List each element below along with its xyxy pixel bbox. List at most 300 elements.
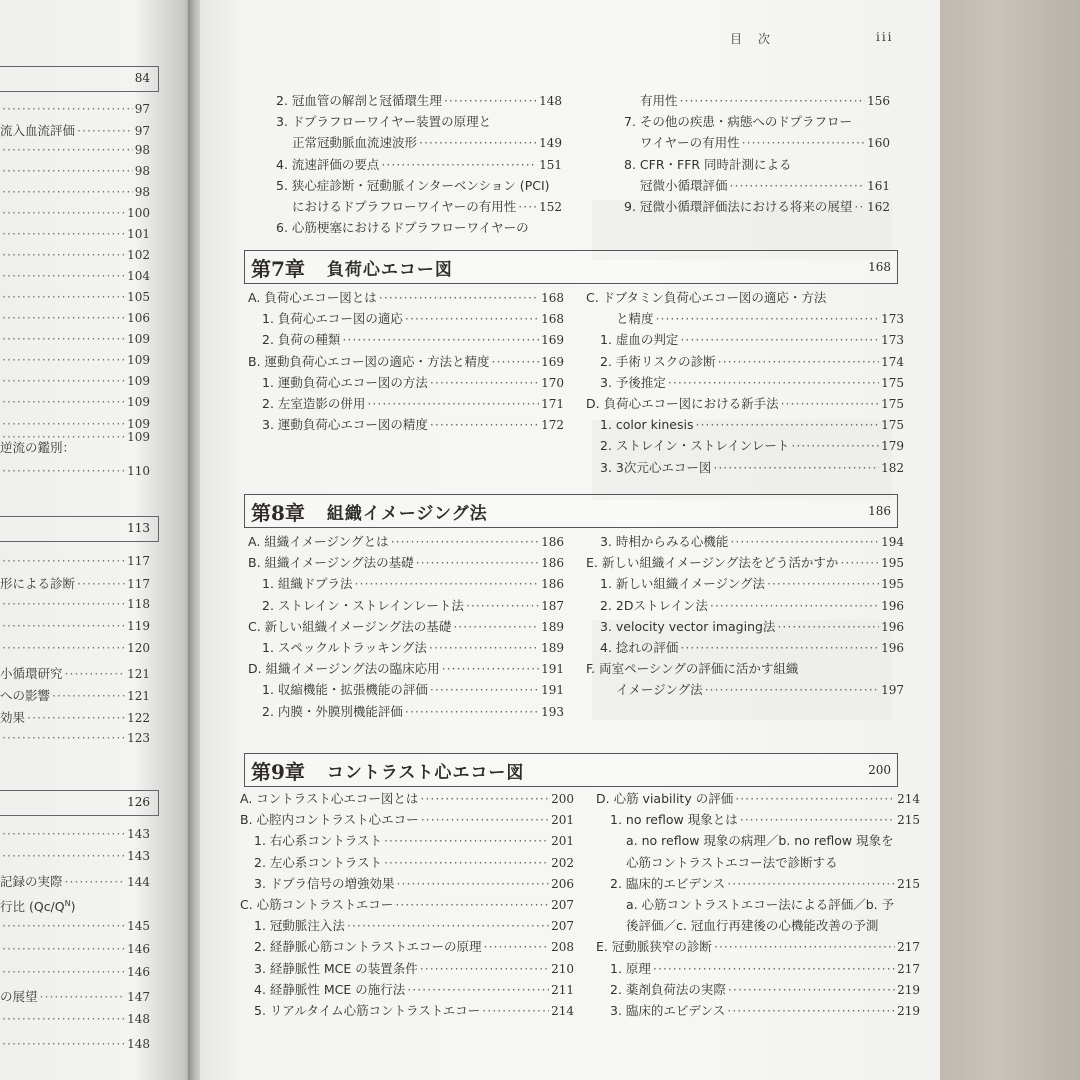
toc-entry-title: B. 組織イメージング法の基礎	[248, 555, 414, 571]
toc-entry	[240, 790, 574, 810]
left-page-toc-fragment	[0, 964, 150, 982]
toc-entry-title: A. 負荷心エコー図とは	[248, 290, 377, 305]
toc-entry-title: 4. 経静脈性 MCE の施行法	[254, 981, 406, 997]
left-page-toc-fragment	[0, 101, 150, 119]
toc-leader-dots	[430, 374, 539, 392]
fragment-leader-dots	[2, 352, 125, 367]
toc-leader-dots	[395, 896, 549, 914]
toc-entry	[240, 896, 574, 916]
fragment-page: 101	[127, 227, 150, 241]
left-page-toc-fragment	[0, 142, 150, 160]
toc-entry-title: A. コントラスト心エコー図とは	[240, 791, 419, 806]
toc-entry-title: C. 心筋コントラストエコー	[240, 897, 394, 912]
toc-entry	[600, 639, 904, 659]
fragment-page: 109	[127, 430, 150, 444]
toc-entry	[262, 681, 564, 701]
toc-entry	[254, 1002, 574, 1022]
toc-entry-title: 3. velocity vector imaging法	[600, 618, 776, 634]
fragment-page: 145	[127, 919, 150, 933]
toc-entry-title: F. 両室ペーシングの評価に活かす組織	[586, 661, 799, 677]
toc-leader-dots	[680, 92, 866, 110]
fragment-page: 117	[127, 554, 150, 568]
toc-entry-title: E. 冠動脈狭窄の診断	[596, 939, 712, 955]
fragment-leader-dots	[2, 848, 125, 863]
toc-entry-page: 173	[881, 312, 904, 327]
left-page-toc-fragment	[0, 941, 150, 959]
toc-entry-title: 1. 虚血の判定	[600, 332, 679, 348]
toc-entry	[600, 459, 904, 479]
box-page-number: 84	[134, 71, 150, 85]
toc-entry	[248, 533, 564, 553]
toc-entry-title: 後評価／c. 冠血行再建後の心機能改善の予測	[626, 918, 879, 934]
toc-entry	[586, 395, 904, 415]
toc-leader-dots	[482, 1002, 549, 1020]
toc-entry-title: におけるドプラフローワイヤーの有用性	[292, 199, 517, 214]
fragment-text: への影響	[0, 688, 51, 703]
toc-entry	[254, 917, 574, 937]
toc-entry	[262, 597, 564, 617]
toc-entry-page: 179	[881, 439, 904, 454]
fragment-page: 106	[127, 311, 150, 325]
toc-entry-page: 210	[551, 961, 574, 976]
toc-entry-page: 189	[541, 619, 564, 634]
fragment-leader-dots	[2, 289, 125, 304]
toc-entry	[624, 198, 890, 218]
fragment-text: の展望	[0, 989, 38, 1004]
toc-entry-title: 1. no reflow 現象とは	[610, 812, 738, 828]
fragment-leader-dots	[2, 826, 125, 841]
toc-entry-page: 206	[551, 876, 574, 891]
fragment-leader-dots	[52, 688, 125, 703]
fragment-page: 144	[127, 875, 150, 889]
fragment-page: 146	[127, 965, 150, 979]
toc-entry-title: D. 負荷心エコー図における新手法	[586, 396, 779, 411]
toc-entry-page: 207	[551, 898, 574, 912]
toc-leader-dots	[713, 459, 879, 477]
toc-entry-title: A. 組織イメージングとは	[248, 534, 389, 549]
toc-leader-dots	[714, 938, 895, 956]
fragment-page: 98	[134, 164, 150, 178]
toc-entry-title: 7. その他の疾患・病態へのドプラフロー	[624, 114, 853, 130]
toc-entry-page: 201	[551, 813, 574, 828]
toc-entry	[254, 832, 574, 852]
toc-entry	[586, 660, 904, 680]
fragment-page: 109	[127, 374, 150, 388]
toc-leader-dots	[730, 177, 866, 195]
toc-entry-page: 197	[881, 683, 904, 698]
fragment-page: 98	[134, 143, 150, 157]
toc-leader-dots	[429, 639, 539, 657]
toc-entry-page: 161	[867, 178, 890, 193]
toc-leader-dots	[727, 875, 895, 893]
toc-entry-title: 3. 経静脈性 MCE の装置条件	[254, 960, 418, 976]
toc-entry	[600, 437, 904, 457]
toc-entry-page: 152	[539, 200, 562, 214]
fragment-text: 逆流の鑑別：	[0, 440, 76, 455]
right-page	[200, 0, 940, 1080]
toc-entry-page: 211	[551, 982, 574, 997]
toc-entry-title: 5. リアルタイム心筋コントラストエコー	[254, 1003, 481, 1018]
fragment-page: 123	[127, 731, 150, 745]
toc-entry-title: 正常冠動脈血流速波形	[292, 135, 418, 151]
fragment-leader-dots	[2, 553, 125, 568]
toc-entry-title: と精度	[616, 311, 654, 327]
toc-entry-page: 175	[881, 397, 904, 411]
toc-entry-title: 2. 冠血管の解剖と冠循環生理	[276, 93, 442, 108]
left-page-toc-fragment	[0, 708, 150, 726]
left-page-toc-fragment	[0, 618, 150, 636]
left-page-toc-fragment	[0, 463, 150, 481]
toc-entry-page: 174	[881, 354, 904, 369]
toc-entry-title: 2. 左室造影の併用	[262, 396, 366, 411]
toc-entry-title: 1. 原理	[610, 960, 651, 976]
toc-entry	[254, 875, 574, 895]
fragment-leader-dots	[2, 226, 125, 241]
toc-leader-dots	[405, 310, 539, 328]
fragment-page: 122	[127, 711, 150, 725]
fragment-leader-dots	[2, 1036, 125, 1051]
toc-entry	[600, 618, 904, 638]
toc-leader-dots	[453, 618, 539, 636]
toc-leader-dots	[347, 917, 549, 935]
box-page-number: 126	[127, 795, 150, 809]
toc-entry-title: 3. ドプラ信号の増強効果	[254, 875, 395, 891]
toc-entry-page: 191	[541, 662, 564, 677]
toc-entry-title: 1. 負荷心エコー図の適応	[262, 311, 403, 327]
fragment-page: 97	[134, 124, 150, 138]
toc-leader-dots	[384, 832, 549, 850]
toc-entry	[610, 960, 920, 980]
fragment-page: 119	[127, 619, 150, 633]
left-page-toc-fragment	[0, 438, 150, 456]
toc-entry	[254, 854, 574, 874]
fragment-leader-dots	[2, 596, 125, 611]
fragment-leader-dots	[77, 576, 125, 591]
left-page-toc-fragment	[0, 596, 150, 614]
toc-entry-page: 148	[539, 94, 562, 108]
toc-entry	[610, 875, 920, 895]
toc-entry	[248, 660, 564, 680]
left-page-toc-fragment	[0, 640, 150, 658]
chapter-page: 200	[868, 763, 891, 777]
toc-entry	[616, 681, 904, 701]
toc-entry	[626, 854, 920, 874]
fragment-page: 100	[127, 206, 150, 220]
left-page-toc-fragment	[0, 394, 150, 412]
toc-entry	[254, 938, 574, 958]
toc-entry-page: 214	[897, 792, 920, 806]
toc-leader-dots	[342, 331, 539, 349]
toc-entry	[276, 113, 562, 133]
toc-leader-dots	[653, 960, 895, 978]
left-page-toc-fragment	[0, 897, 150, 915]
left-page-toc-fragment	[0, 205, 150, 223]
toc-entry-page: 168	[541, 312, 564, 327]
toc-leader-dots	[381, 156, 537, 174]
toc-entry-title: 8. CFR・FFR 同時計測による	[624, 156, 792, 172]
toc-entry-page: 194	[881, 535, 904, 549]
fragment-page: 118	[127, 597, 150, 611]
fragment-page: 97	[134, 102, 150, 116]
toc-entry-page: 186	[541, 556, 564, 571]
toc-entry-page: 202	[551, 855, 574, 870]
fragment-text: 行比 $(Qc/Q^N)$	[0, 898, 76, 914]
toc-entry-title: 3. 臨床的エビデンス	[610, 1003, 726, 1018]
toc-entry	[262, 310, 564, 330]
toc-leader-dots	[777, 618, 879, 636]
fragment-page: 109	[127, 395, 150, 409]
fragment-page: 102	[127, 248, 150, 262]
toc-entry-title: D. 心筋 viability の評価	[596, 791, 734, 806]
fragment-text: 記録の実際	[0, 874, 63, 889]
fragment-text: 効果	[0, 710, 26, 725]
left-page-toc-fragment	[0, 268, 150, 286]
fragment-page: 121	[127, 689, 150, 703]
toc-entry-title: 1. 新しい組織イメージング法	[600, 576, 765, 592]
toc-leader-dots	[367, 395, 539, 413]
toc-entry	[262, 639, 564, 659]
toc-leader-dots	[680, 331, 879, 349]
toc-entry-page: 175	[881, 418, 904, 433]
toc-entry-title: 9. 冠微小循環評価法における将来の展望	[624, 199, 853, 214]
left-page-toc-fragment	[0, 730, 150, 748]
toc-leader-dots	[840, 554, 879, 572]
fragment-page: 143	[127, 827, 150, 841]
toc-entry-title: 1. color kinesis	[600, 417, 694, 433]
toc-entry-title: B. 運動負荷心エコー図の適応・方法と精度	[248, 353, 490, 369]
toc-entry	[276, 177, 562, 197]
toc-entry-title: 2. ストレイン・ストレインレート	[600, 438, 790, 454]
toc-entry-title: 有用性	[640, 93, 678, 108]
toc-entry-page: 214	[551, 1004, 574, 1018]
left-page-toc-fragment	[0, 373, 150, 391]
fragment-leader-dots	[27, 710, 125, 725]
toc-leader-dots	[710, 597, 879, 615]
left-page-toc-fragment	[0, 352, 150, 370]
toc-entry	[600, 575, 904, 595]
toc-leader-dots	[419, 134, 537, 152]
paren-close: )	[70, 899, 76, 914]
toc-entry	[262, 331, 564, 351]
toc-entry	[276, 219, 562, 239]
toc-entry	[624, 156, 890, 176]
toc-entry-title: 1. スペックルトラッキング法	[262, 640, 427, 655]
toc-entry	[262, 395, 564, 415]
fragment-leader-dots	[40, 989, 126, 1004]
left-page-toc-fragment	[0, 987, 150, 1005]
toc-entry	[616, 310, 904, 330]
fragment-leader-dots	[2, 373, 125, 388]
left-page-chapter-box	[0, 516, 159, 542]
toc-entry-title: D. 組織イメージング法の臨床応用	[248, 661, 440, 677]
left-page-toc-fragment	[0, 289, 150, 307]
toc-entry-title: 1. 右心系コントラスト	[254, 833, 383, 849]
toc-leader-dots	[420, 790, 549, 808]
chapter-7-heading	[244, 250, 898, 284]
fragment-leader-dots	[2, 247, 125, 262]
chapter-number: 第8章	[251, 500, 305, 525]
fragment-text: 流入血流評価	[0, 123, 76, 138]
fragment-page: 105	[127, 290, 150, 304]
chapter-9-heading	[244, 753, 898, 787]
toc-entry-title: 5. 狭心症診断・冠動脈インターベンション (PCI)	[276, 177, 550, 193]
toc-entry	[640, 134, 890, 154]
table-surface	[935, 0, 1080, 1080]
toc-entry	[640, 92, 890, 112]
fragment-page: 121	[127, 667, 150, 681]
fragment-leader-dots	[77, 123, 133, 138]
toc-entry-page: 215	[897, 876, 920, 891]
fragment-page: 98	[134, 185, 150, 199]
toc-leader-dots	[442, 660, 539, 678]
toc-entry	[586, 289, 904, 309]
left-page	[0, 0, 192, 1080]
toc-entry-page: 168	[541, 291, 564, 305]
toc-leader-dots	[518, 198, 537, 216]
fragment-leader-dots	[2, 310, 125, 325]
fragment-leader-dots	[2, 640, 125, 655]
chapter-number: 第7章	[251, 256, 305, 281]
left-page-chapter-box	[0, 66, 159, 92]
box-page-number: 113	[127, 521, 150, 535]
fragment-leader-dots	[2, 730, 125, 745]
fragment-page: 143	[127, 849, 150, 863]
chapter-number: 第9章	[251, 759, 305, 784]
toc-entry-page: 196	[881, 641, 904, 655]
fragment-page: 110	[127, 464, 150, 478]
toc-entry-page: 196	[881, 598, 904, 613]
toc-entry	[600, 533, 904, 553]
toc-entry-page: 175	[881, 375, 904, 390]
toc-entry-title: 2. 内膜・外膜別機能評価	[262, 703, 403, 719]
toc-leader-dots	[492, 353, 540, 371]
toc-leader-dots	[695, 416, 879, 434]
toc-leader-dots	[705, 681, 880, 699]
toc-leader-dots	[379, 289, 539, 307]
toc-leader-dots	[430, 416, 539, 434]
toc-entry	[254, 981, 574, 1001]
toc-entry	[254, 960, 574, 980]
running-head-title: 目 次	[730, 32, 773, 46]
chapter-title: 組織イメージング法	[326, 503, 488, 524]
toc-entry-title: 2. 左心系コントラスト	[254, 854, 383, 870]
toc-entry-title: 1. 収縮機能・拡張機能の評価	[262, 682, 428, 698]
toc-entry	[262, 575, 564, 595]
toc-entry-page: 171	[541, 397, 564, 411]
toc-leader-dots	[421, 811, 549, 829]
left-page-toc-fragment	[0, 553, 150, 571]
left-page-toc-fragment	[0, 1036, 150, 1054]
fragment-text: 形による診断	[0, 576, 76, 591]
toc-entry-title: 6. 心筋梗塞におけるドプラフローワイヤーの	[276, 220, 529, 236]
toc-leader-dots	[384, 854, 549, 872]
fragment-leader-dots	[2, 205, 125, 220]
toc-entry-page: 156	[867, 94, 890, 108]
left-page-toc-fragment	[0, 826, 150, 844]
toc-entry	[240, 811, 574, 831]
fragment-page: 109	[127, 332, 150, 346]
left-page-toc-fragment	[0, 121, 150, 139]
chapter-title: コントラスト心エコー図	[326, 762, 525, 783]
toc-leader-dots	[728, 981, 895, 999]
toc-entry	[626, 832, 920, 852]
toc-entry	[600, 597, 904, 617]
toc-entry-page: 208	[551, 940, 574, 955]
toc-entry-page: 196	[881, 619, 904, 634]
toc-leader-dots	[740, 811, 895, 829]
toc-entry	[600, 374, 904, 394]
toc-entry-page: 173	[881, 333, 904, 348]
toc-entry-page: 217	[897, 940, 920, 955]
toc-leader-dots	[735, 790, 895, 808]
fragment-page: 120	[127, 641, 150, 655]
left-page-toc-fragment	[0, 664, 150, 682]
toc-entry	[610, 981, 920, 1001]
fragment-leader-dots	[2, 142, 133, 157]
fragment-leader-dots	[2, 163, 133, 178]
toc-entry	[248, 618, 564, 638]
fragment-leader-dots	[2, 941, 125, 956]
toc-entry	[262, 374, 564, 394]
toc-entry	[248, 554, 564, 574]
toc-leader-dots	[656, 310, 880, 328]
left-page-toc-fragment	[0, 163, 150, 181]
toc-entry-title: イメージング法	[616, 682, 703, 698]
chapter-page: 168	[868, 260, 891, 274]
toc-entry-title: 2. 薬剤負荷法の実際	[610, 981, 726, 997]
toc-entry-page: 189	[541, 641, 564, 655]
toc-entry-page: 215	[897, 813, 920, 828]
left-page-toc-fragment	[0, 331, 150, 349]
toc-leader-dots	[767, 575, 879, 593]
toc-entry	[596, 938, 920, 958]
toc-entry-page: 162	[867, 200, 890, 214]
toc-leader-dots	[730, 533, 879, 551]
toc-leader-dots	[444, 92, 537, 110]
toc-leader-dots	[742, 134, 865, 152]
toc-entry-page: 191	[541, 683, 564, 698]
toc-entry-page: 200	[551, 792, 574, 806]
toc-entry-page: 182	[881, 460, 904, 475]
toc-entry	[596, 790, 920, 810]
superscript: N	[64, 898, 71, 908]
running-head-page: iii	[876, 30, 894, 44]
toc-entry-page: 172	[541, 418, 564, 433]
toc-entry-title: 1. 冠動脈注入法	[254, 918, 345, 934]
toc-entry-page: 217	[897, 961, 920, 976]
toc-leader-dots	[405, 703, 539, 721]
fragment-leader-dots	[2, 618, 125, 633]
toc-entry-title: B. 心腔内コントラスト心エコー	[240, 812, 419, 828]
fragment-leader-dots	[2, 964, 125, 979]
toc-entry	[626, 896, 920, 916]
toc-entry-page: 219	[897, 982, 920, 997]
toc-entry	[292, 134, 562, 154]
fragment-leader-dots	[2, 268, 125, 283]
toc-entry-title: 2. 負荷の種類	[262, 332, 341, 348]
fragment-leader-dots	[65, 666, 126, 681]
toc-leader-dots	[407, 981, 549, 999]
toc-entry	[600, 416, 904, 436]
left-page-toc-fragment	[0, 686, 150, 704]
toc-entry-page: 149	[539, 136, 562, 151]
toc-entry	[624, 113, 890, 133]
toc-entry-page: 219	[897, 1004, 920, 1018]
toc-entry-title: 1. 運動負荷心エコー図の方法	[262, 374, 428, 390]
left-page-toc-fragment	[0, 1011, 150, 1029]
toc-entry-title: 心筋コントラストエコー法で診断する	[626, 854, 838, 870]
toc-entry-page: 169	[541, 333, 564, 348]
